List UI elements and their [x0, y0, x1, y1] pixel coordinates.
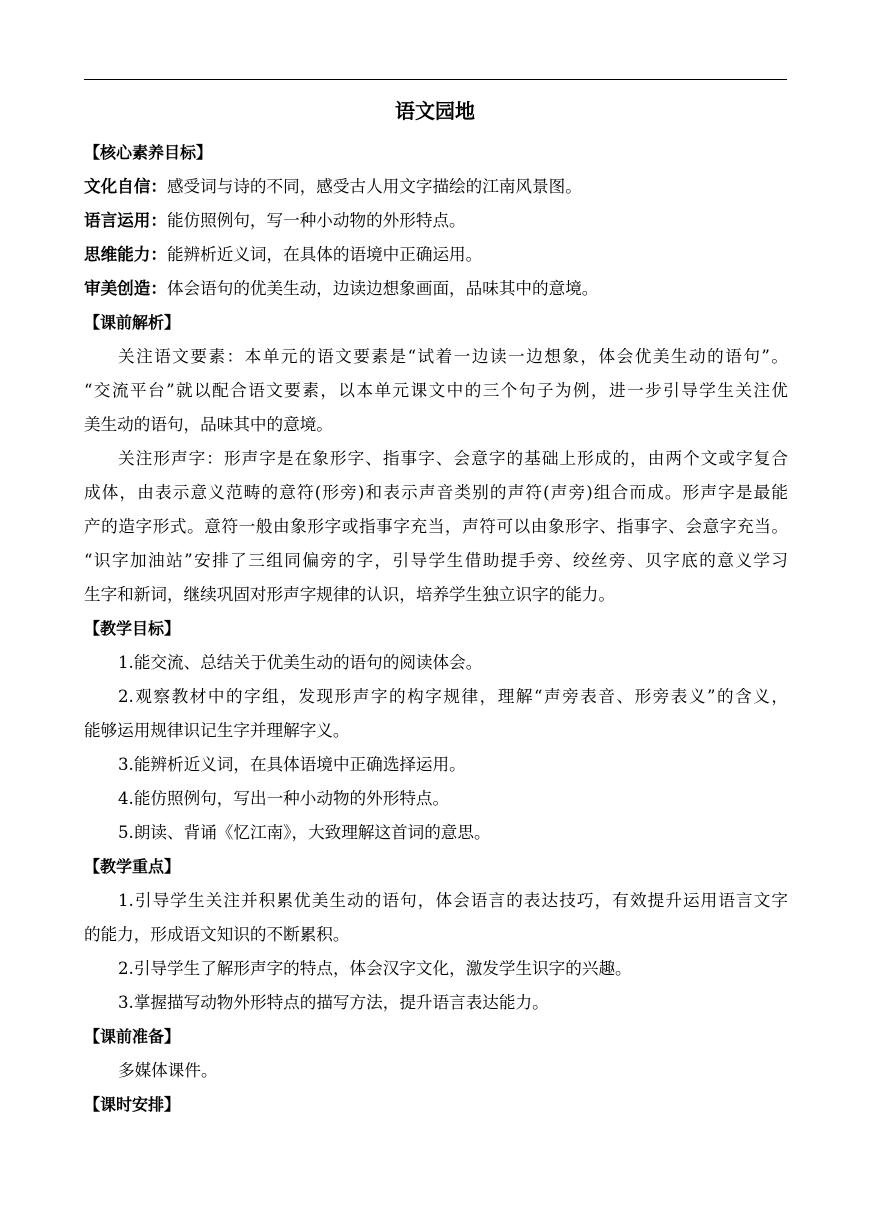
core-goal-label: 审美创造：	[84, 279, 167, 298]
core-goal-item	[84, 204, 788, 238]
teaching-goal-item: 1.能交流、总结关于优美生动的语句的阅读体会。	[118, 653, 483, 672]
key-point-item: 2.引导学生了解形声字的特点，体会汉字文化，激发学生识字的兴趣。	[118, 959, 632, 978]
paragraph-line: 成体，由表示意义范畴的意符(形旁)和表示声音类别的声符(声旁)组合而成。形声字是最能	[84, 483, 788, 502]
core-goal-item	[84, 238, 788, 272]
page-title: 语文园地	[395, 99, 475, 123]
core-goal-label: 语言运用：	[84, 211, 167, 230]
section-heading-schedule: 【课时安排】	[84, 1095, 181, 1114]
teaching-goal-item: 4.能仿照例句，写出一种小动物的外形特点。	[118, 789, 450, 808]
teaching-goal-item-continued: 能够运用规律识记生字并理解字义。	[84, 721, 350, 740]
core-goal-item	[84, 272, 788, 306]
paragraph-line: 美生动的语句，品味其中的意境。	[84, 415, 333, 434]
section-heading-key-points: 【教学重点】	[84, 857, 181, 876]
paragraph-line: 关注形声字：形声字是在象形字、指事字、会意字的基础上形成的，由两个文或字复合	[118, 449, 788, 468]
core-goal-label: 思维能力：	[84, 245, 167, 264]
document-body	[84, 136, 788, 1122]
paragraph-line: 产的造字形式。意符一般由象形字或指事字充当，声符可以由象形字、指事字、会意字充当。	[84, 517, 788, 536]
header-rule	[84, 79, 787, 80]
paragraph-line: 生字和新词，继续巩固对形声字规律的认识，培养学生独立识字的能力。	[84, 585, 615, 604]
core-goal-text: 能辨析近义词，在具体的语境中正确运用。	[166, 245, 483, 264]
key-point-item: 3.掌握描写动物外形特点的描写方法，提升语言表达能力。	[118, 993, 549, 1012]
core-goal-item	[84, 170, 788, 204]
key-point-item: 1.引导学生关注并积累优美生动的语句，体会语言的表达技巧，有效提升运用语言文字	[118, 891, 788, 910]
core-goal-text: 能仿照例句，写一种小动物的外形特点。	[166, 211, 466, 230]
core-goal-text: 感受词与诗的不同，感受古人用文字描绘的江南风景图。	[166, 177, 582, 196]
teaching-goal-item: 2.观察教材中的字组，发现形声字的构字规律，理解“声旁表音、形旁表义”的含义，	[118, 687, 788, 706]
section-heading-preparation: 【课前准备】	[84, 1027, 181, 1046]
paragraph-line: “识字加油站”安排了三组同偏旁的字，引导学生借助提手旁、绞丝旁、贝字底的意义学习	[84, 551, 788, 570]
section-heading-pre-analysis: 【课前解析】	[84, 313, 181, 332]
section-heading-teaching-goals: 【教学目标】	[84, 619, 181, 638]
core-goal-label: 文化自信：	[84, 177, 167, 196]
paragraph-line: “交流平台”就以配合语文要素，以本单元课文中的三个句子为例，进一步引导学生关注优	[84, 381, 788, 400]
teaching-goal-item: 5.朗读、背诵《忆江南》，大致理解这首词的意思。	[118, 823, 491, 842]
section-heading-core-goals: 【核心素养目标】	[84, 143, 213, 162]
preparation-text: 多媒体课件。	[118, 1061, 218, 1080]
core-goal-text: 体会语句的优美生动，边读边想象画面，品味其中的意境。	[166, 279, 599, 298]
key-point-item-continued: 的能力，形成语文知识的不断累积。	[84, 925, 350, 944]
teaching-goal-item: 3.能辨析近义词，在具体语境中正确选择运用。	[118, 755, 466, 774]
paragraph-line: 关注语文要素：本单元的语文要素是“试着一边读一边想象，体会优美生动的语句”。	[118, 347, 788, 366]
